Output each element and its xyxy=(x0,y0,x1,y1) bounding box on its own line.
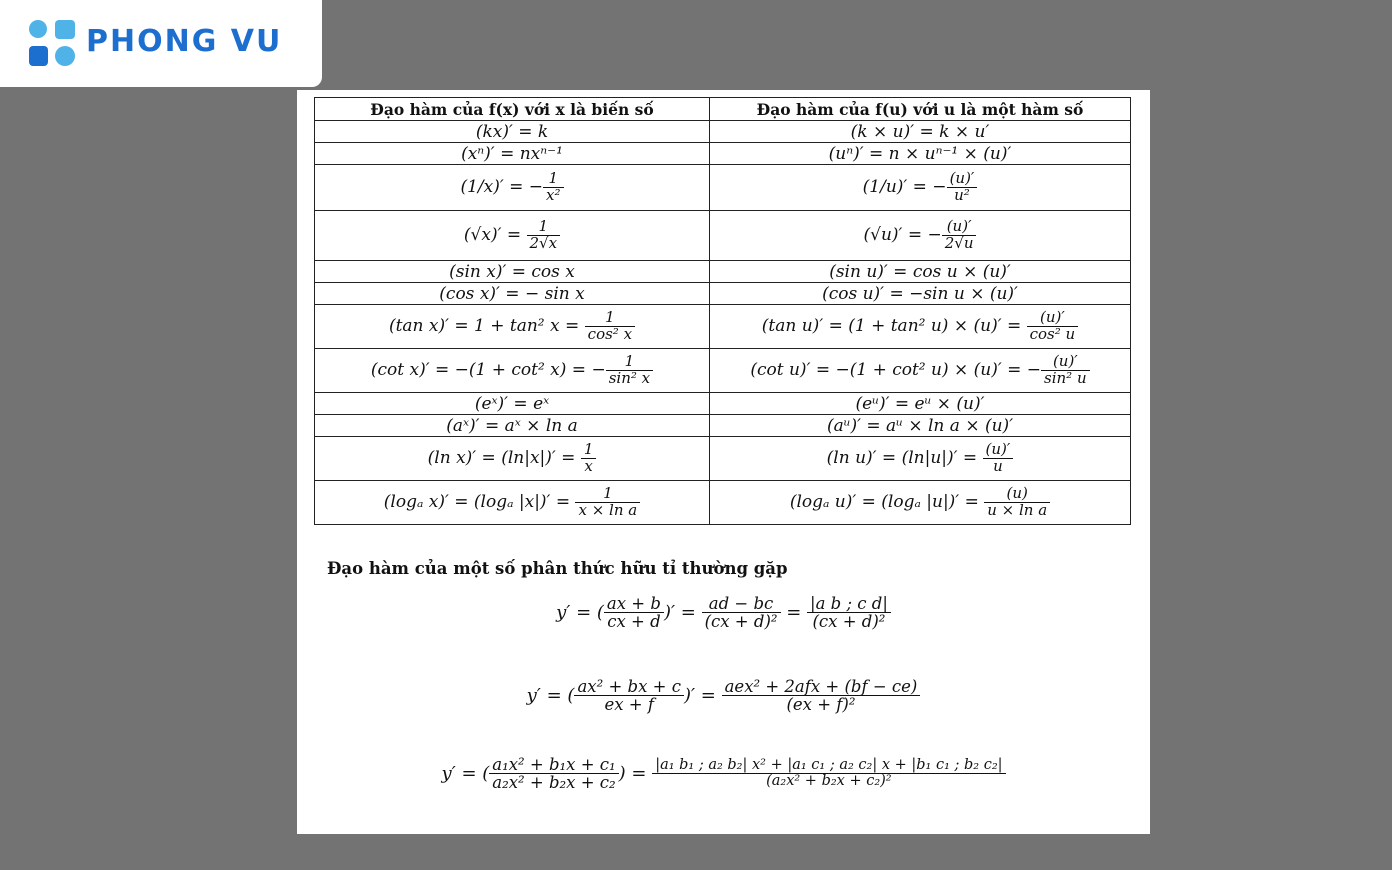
formula-cell-u xyxy=(710,481,1131,525)
formula-cell-u xyxy=(710,211,1131,261)
formula-cell-x xyxy=(315,415,710,437)
table-header-row xyxy=(315,98,1131,121)
formula-cell-x xyxy=(315,211,710,261)
formula-cell-x xyxy=(315,261,710,283)
formula-cell-u xyxy=(710,143,1131,165)
eq3-fraction-1: $\frac{\text{a₁x² + b₁x + c₁}}{\text{a₂x² + b₂x + c₂}}$ xyxy=(489,756,618,792)
fraction-denominator: x × ln a xyxy=(575,502,640,519)
table-row xyxy=(315,211,1131,261)
formula-text: (ln u)′ = (ln|u|)′ = xyxy=(826,448,983,468)
fraction-denominator: sin² x xyxy=(606,370,653,387)
formula-text: (xⁿ)′ = nxⁿ⁻¹ xyxy=(461,143,563,164)
formula-text: (√x)′ = xyxy=(463,225,527,245)
fraction-numerator: 1 xyxy=(605,308,615,327)
header-x-variable: Đạo hàm của f(x) với x là biến số xyxy=(315,98,710,121)
fraction-denominator: u² xyxy=(947,187,978,204)
eq1-fraction-3: $\frac{\text{|a b ; c d|}}{\text{(cx + d)²}}$ xyxy=(807,595,891,631)
header-u-function: Đạo hàm của f(u) với u là một hàm số xyxy=(710,98,1131,121)
table-row xyxy=(315,121,1131,143)
formula-cell-u xyxy=(710,261,1131,283)
formula-text: (cot u)′ = −(1 + cot² u) × (u)′ = − xyxy=(750,360,1042,380)
formula-cell-u xyxy=(710,415,1131,437)
formula-text: (logₐ u)′ = (logₐ |u|)′ = xyxy=(789,492,985,512)
fraction-numerator: 1 xyxy=(603,484,613,503)
formula-text: (tan x)′ = 1 + tan² x = xyxy=(388,316,585,336)
fraction-numerator: (u)′ xyxy=(1052,352,1078,371)
fraction-denominator: u × ln a xyxy=(984,502,1050,519)
formula-text: (uⁿ)′ = n × uⁿ⁻¹ × (u)′ xyxy=(828,143,1012,164)
fraction-numerator: 1 xyxy=(548,169,559,188)
table-row xyxy=(315,305,1131,349)
formula-cell-u xyxy=(710,165,1131,211)
formula-text: (1/u)′ = − xyxy=(862,177,947,197)
formula-cell-u xyxy=(710,305,1131,349)
table-row xyxy=(315,481,1131,525)
formula-cell-x xyxy=(315,393,710,415)
eq2-lhs: y′ = ( xyxy=(526,684,575,706)
fraction-numerator: 1 xyxy=(583,440,594,459)
fraction-denominator: x xyxy=(581,458,597,475)
eq3-mid: ) = xyxy=(618,762,653,784)
logo-text: PHONG VU xyxy=(86,24,283,59)
formula-fraction xyxy=(984,486,1050,519)
derivative-table xyxy=(314,97,1131,525)
fraction-numerator: 1 xyxy=(624,352,635,371)
formula-cell-x xyxy=(315,349,710,393)
formula-text: (eˣ)′ = eˣ xyxy=(474,393,550,414)
logo-icon xyxy=(28,19,78,69)
formula-cell-x xyxy=(315,481,710,525)
eq1-mid2: = xyxy=(780,601,808,623)
table-row xyxy=(315,165,1131,211)
fraction-numerator: (u) xyxy=(1006,484,1028,503)
formula-cell-x xyxy=(315,283,710,305)
formula-cell-x xyxy=(315,143,710,165)
formula-text: (1/x)′ = − xyxy=(460,177,544,197)
formula-cell-u xyxy=(710,393,1131,415)
formula-text: (tan u)′ = (1 + tan² u) × (u)′ = xyxy=(761,316,1027,336)
table-row xyxy=(315,393,1131,415)
formula-text: (k × u)′ = k × u′ xyxy=(850,121,990,142)
eq1-fraction-1: $\frac{ax + b}{cx + d}$ xyxy=(604,595,664,631)
formula-cell-x xyxy=(315,437,710,481)
formula-fraction xyxy=(585,310,635,343)
formula-cell-u xyxy=(710,283,1131,305)
eq1-fraction-2: $\frac{ad - bc}{\text{(cx + d)²}}$ xyxy=(702,595,781,631)
table-row xyxy=(315,283,1131,305)
fraction-denominator: cos² x xyxy=(585,326,635,343)
eq3-fraction-2: $\frac{\text{|a₁ b₁ ; a₂ b₂| x² + |a₁ c₁ ; a₂ c₂| x + |b₁ c₁ ; b₂ c₂|}}{\text{(a₂x² + b₂x + c₂)²}}$ xyxy=(652,758,1005,789)
equation-quadratic-over-linear xyxy=(297,678,1150,714)
fraction-numerator: 1 xyxy=(538,217,549,236)
fraction-numerator: (u)′ xyxy=(949,169,975,188)
formula-text: (cot x)′ = −(1 + cot² x) = − xyxy=(370,360,606,380)
formula-cell-u xyxy=(710,437,1131,481)
eq2-mid: )′ = xyxy=(683,684,722,706)
formula-cell-x xyxy=(315,165,710,211)
equation-quadratic-over-quadratic xyxy=(297,756,1150,792)
formula-fraction xyxy=(527,219,561,252)
formula-text: (sin x)′ = cos x xyxy=(449,261,575,282)
eq1-mid: )′ = xyxy=(663,601,702,623)
eq2-fraction-2: $\frac{\text{aex² + 2afx + (bf − ce)}}{\text{(ex + f)²}}$ xyxy=(722,678,921,714)
table-row xyxy=(315,349,1131,393)
fraction-numerator: (u)′ xyxy=(946,217,972,236)
formula-text: (cos x)′ = − sin x xyxy=(439,283,585,304)
formula-fraction xyxy=(575,486,640,519)
fraction-denominator: sin² u xyxy=(1041,370,1090,387)
formula-fraction xyxy=(606,354,653,387)
formula-fraction xyxy=(983,442,1014,475)
formula-text: (√u)′ = − xyxy=(863,225,942,245)
table-row xyxy=(315,143,1131,165)
fraction-denominator: 2√x xyxy=(527,235,561,252)
formula-fraction xyxy=(1041,354,1090,387)
eq2-fraction-1: $\frac{\text{ax² + bx + c}}{ex + f}$ xyxy=(574,678,684,714)
fraction-denominator: x² xyxy=(543,187,563,204)
formula-fraction xyxy=(947,171,978,204)
formula-cell-u xyxy=(710,121,1131,143)
eq1-lhs: y′ = ( xyxy=(556,601,604,623)
formula-text: (sin u)′ = cos u × (u)′ xyxy=(829,261,1011,282)
fraction-numerator: (u)′ xyxy=(1040,308,1065,327)
formula-cell-x xyxy=(315,121,710,143)
equation-linear-fraction xyxy=(297,595,1150,631)
formula-fraction xyxy=(942,219,977,252)
table-row xyxy=(315,415,1131,437)
table-row xyxy=(315,437,1131,481)
formula-fraction xyxy=(543,171,563,204)
eq3-lhs: y′ = ( xyxy=(441,762,490,784)
phong-vu-logo[interactable] xyxy=(0,0,322,87)
fraction-denominator: cos² u xyxy=(1027,326,1079,343)
formula-fraction xyxy=(581,442,597,475)
formula-document xyxy=(297,90,1150,834)
fraction-denominator: 2√u xyxy=(942,235,977,252)
formula-cell-u xyxy=(710,349,1131,393)
formula-text: (kx)′ = k xyxy=(475,121,549,142)
fraction-numerator: (u)′ xyxy=(985,440,1011,459)
formula-text: (aᵘ)′ = aᵘ × ln a × (u)′ xyxy=(826,415,1014,436)
fraction-denominator: u xyxy=(983,458,1014,475)
formula-text: (cos u)′ = −sin u × (u)′ xyxy=(822,283,1018,304)
section-title: Đạo hàm của một số phân thức hữu tỉ thường gặp xyxy=(327,559,788,578)
formula-text: (logₐ x)′ = (logₐ |x|)′ = xyxy=(383,492,576,512)
formula-text: (eᵘ)′ = eᵘ × (u)′ xyxy=(855,393,985,414)
formula-text: (aˣ)′ = aˣ × ln a xyxy=(446,415,578,436)
formula-fraction xyxy=(1027,310,1079,343)
formula-text: (ln x)′ = (ln|x|)′ = xyxy=(427,448,581,468)
formula-cell-x xyxy=(315,305,710,349)
table-row xyxy=(315,261,1131,283)
